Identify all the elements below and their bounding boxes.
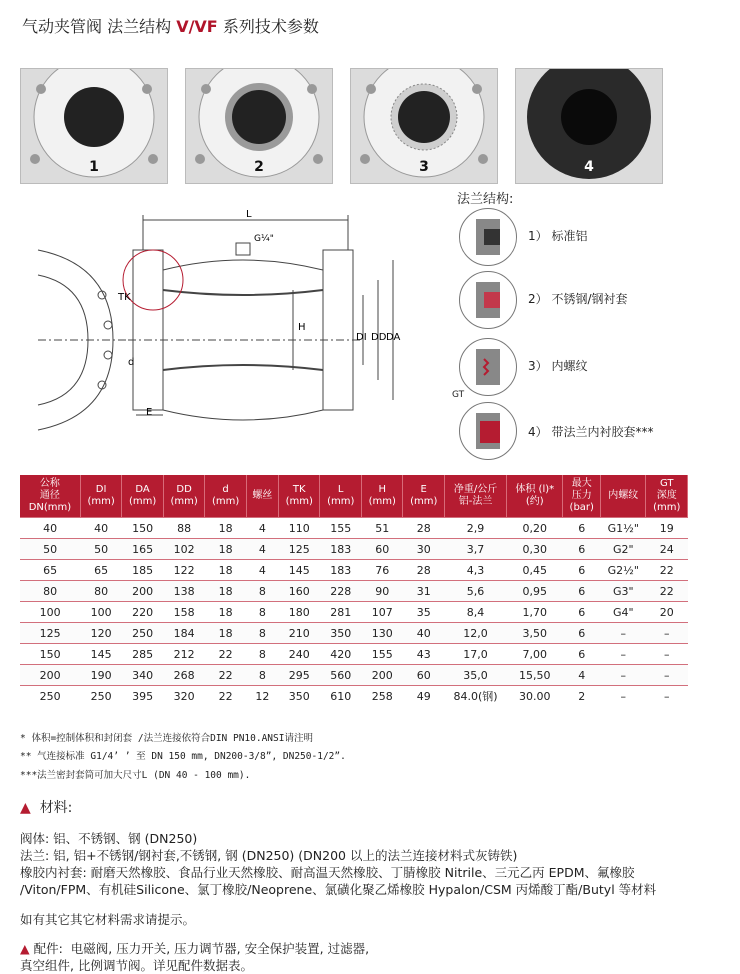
table-cell: G2" [601,539,646,560]
column-header: DA (mm) [122,475,164,518]
table-cell: 51 [361,518,403,539]
flange-photo-1 [20,68,168,184]
photo-number: 2 [254,159,264,175]
table-cell: G4" [601,602,646,623]
table-cell: 155 [320,518,362,539]
table-cell: 3,7 [444,539,506,560]
table-cell: 120 [80,623,122,644]
materials-contact: 如有其它其它材料需求请提示。 [20,912,196,927]
materials-flange: 法兰: 铝, 铝+不锈钢/钢衬套,不锈钢, 钢 (DN250) (DN200 以上的法兰连接材料式灰铸铁) [20,848,518,863]
table-cell: 40 [403,623,445,644]
table-cell: 155 [361,644,403,665]
table-cell: 28 [403,518,445,539]
table-cell: 100 [20,602,80,623]
table-cell: 1,70 [507,602,563,623]
table-cell: 60 [403,665,445,686]
table-cell: 30 [403,539,445,560]
table-cell: 24 [646,539,688,560]
column-header: 公称 通径 DN(mm) [20,475,80,518]
flange-option-2-image [459,271,517,329]
note-sleeve: ***法兰密封套筒可加大尺寸L (DN 40 - 100 mm). [20,770,251,781]
column-header: H (mm) [361,475,403,518]
table-header-row [20,475,688,518]
table-cell: 295 [278,665,320,686]
table-row [20,665,688,686]
table-cell: 60 [361,539,403,560]
flange-photo-3 [350,68,498,184]
photo-number: 1 [89,159,99,175]
table-cell: 50 [20,539,80,560]
table-cell: 19 [646,518,688,539]
table-cell: 7,00 [507,644,563,665]
table-cell: 102 [163,539,205,560]
dim-TK: TK [118,292,131,303]
materials-heading: ▲ 材料: [20,800,73,816]
note-volume: * 体积=控制体积和封闭套 /法兰连接依符合DIN PN10.ANSI请注明 [20,733,313,744]
table-cell: 6 [563,539,601,560]
table-cell: 22 [646,581,688,602]
table-cell: 4 [246,518,278,539]
table-cell: 76 [361,560,403,581]
table-cell: 165 [122,539,164,560]
table-cell: – [646,665,688,686]
table-cell: 110 [278,518,320,539]
dim-L: L [246,209,252,220]
table-cell: 150 [122,518,164,539]
flange-photo-4 [515,68,663,184]
table-cell: – [646,644,688,665]
flange-option-3-image [459,338,517,396]
table-cell: 6 [563,602,601,623]
dim-DI: DI [356,332,367,343]
table-cell: 420 [320,644,362,665]
table-cell: 20 [646,602,688,623]
flange-option-4-image [459,402,517,460]
table-cell: 43 [403,644,445,665]
table-cell: 0,30 [507,539,563,560]
dim-DD: DD [371,332,387,343]
column-header: L (mm) [320,475,362,518]
table-cell: 122 [163,560,205,581]
table-cell: 35 [403,602,445,623]
flange-option-4: 4） 带法兰内衬胶套*** [528,425,654,439]
table-cell: 4 [246,560,278,581]
table-cell: 31 [403,581,445,602]
table-body [20,518,688,707]
table-cell: 250 [20,686,80,707]
table-cell: 250 [122,623,164,644]
table-cell: 8,4 [444,602,506,623]
dim-d: d [128,357,135,368]
table-cell: 138 [163,581,205,602]
table-cell: 250 [80,686,122,707]
table-cell: 49 [403,686,445,707]
table-cell: 228 [320,581,362,602]
dim-E: E [146,407,153,418]
table-cell: 150 [20,644,80,665]
flange-structure-heading: 法兰结构: [457,192,514,207]
table-cell: 210 [278,623,320,644]
page-title: 气动夹管阀 法兰结构 V/VF 系列技术参数 [22,17,319,36]
table-row [20,539,688,560]
photo-number: 4 [584,159,594,175]
table-row [20,686,688,707]
table-cell: 90 [361,581,403,602]
table-cell: 184 [163,623,205,644]
table-cell: 8 [246,602,278,623]
triangle-icon: ▲ [20,941,30,956]
table-cell: – [601,623,646,644]
table-cell: 0,45 [507,560,563,581]
table-row [20,644,688,665]
table-cell: 30.00 [507,686,563,707]
column-header: TK (mm) [278,475,320,518]
flange-option-1: 1） 标准铝 [528,229,588,243]
table-cell: G2½" [601,560,646,581]
table-cell: 183 [320,560,362,581]
column-header: 螺丝 [246,475,278,518]
table-row [20,602,688,623]
table-cell: 4 [563,665,601,686]
table-cell: 22 [205,686,247,707]
table-row [20,560,688,581]
table-cell: 560 [320,665,362,686]
table-cell: 18 [205,560,247,581]
table-cell: 3,50 [507,623,563,644]
table-cell: 281 [320,602,362,623]
table-cell: 22 [646,560,688,581]
table-cell: 145 [80,644,122,665]
flange-option-3: 3） 内螺纹 [528,359,588,373]
table-cell: 8 [246,581,278,602]
table-cell: 5,6 [444,581,506,602]
table-cell: 12 [246,686,278,707]
table-cell: G3" [601,581,646,602]
table-cell: 22 [205,644,247,665]
table-cell: 240 [278,644,320,665]
dim-DA: DA [386,332,401,343]
spec-table [20,475,688,706]
dim-H: H [298,322,306,333]
materials-lining: 橡胶内衬套: 耐磨天然橡胶、食品行业天然橡胶、耐高温天然橡胶、丁腈橡胶 Nitrile、三元乙丙 EPDM、氟橡胶 [20,865,635,880]
table-cell: 8 [246,623,278,644]
table-row [20,623,688,644]
table-cell: 88 [163,518,205,539]
table-cell: 395 [122,686,164,707]
table-cell: 50 [80,539,122,560]
table-cell: 320 [163,686,205,707]
table-cell: 35,0 [444,665,506,686]
table-cell: 12,0 [444,623,506,644]
table-cell: 2,9 [444,518,506,539]
dim-G: G¼" [254,234,274,244]
table-cell: 2 [563,686,601,707]
photo-number: 3 [419,159,429,175]
table-cell: 4,3 [444,560,506,581]
table-cell: 350 [278,686,320,707]
table-cell: 0,20 [507,518,563,539]
table-cell: 200 [361,665,403,686]
flange-option-2: 2） 不锈钢/钢衬套 [528,292,628,306]
table-cell: 100 [80,602,122,623]
table-cell: 6 [563,623,601,644]
table-cell: – [646,686,688,707]
column-header: GT 深度 (mm) [646,475,688,518]
materials-lining-cont: /Viton/FPM、有机硅Silicone、氯丁橡胶/Neoprene、氯磺化聚乙烯橡胶 Hypalon/CSM 丙烯酸丁酯/Butyl 等材料 [20,882,657,897]
table-cell: 8 [246,644,278,665]
table-cell: 17,0 [444,644,506,665]
table-cell: 0,95 [507,581,563,602]
table-cell: 158 [163,602,205,623]
flange-option-1-image [459,208,517,266]
table-cell: 160 [278,581,320,602]
accessories-line: ▲ 配件: 电磁阀, 压力开关, 压力调节器, 安全保护装置, 过滤器, [20,941,370,956]
table-cell: 6 [563,644,601,665]
table-cell: 18 [205,518,247,539]
table-cell: 4 [246,539,278,560]
table-cell: – [601,686,646,707]
table-cell: 65 [20,560,80,581]
note-air-connection: ** 气连接标准 G1/4’ ’ 至 DN 150 mm, DN200-3/8”, DN250-1/2”. [20,751,346,762]
table-cell: 15,50 [507,665,563,686]
table-cell: 8 [246,665,278,686]
table-cell: 107 [361,602,403,623]
table-cell: 125 [278,539,320,560]
table-cell: 18 [205,581,247,602]
table-cell: 130 [361,623,403,644]
model-code: V/VF [176,17,218,36]
table-cell: 185 [122,560,164,581]
column-header: E (mm) [403,475,445,518]
table-cell: 200 [20,665,80,686]
table-cell: 28 [403,560,445,581]
triangle-icon: ▲ [20,800,31,816]
column-header: 净重/公斤 铝-法兰 [444,475,506,518]
column-header: 体积 (l)* (约) [507,475,563,518]
table-cell: 80 [20,581,80,602]
column-header: d (mm) [205,475,247,518]
table-cell: 84.0(钢) [444,686,506,707]
table-cell: 268 [163,665,205,686]
table-cell: 180 [278,602,320,623]
table-cell: 200 [122,581,164,602]
table-cell: 18 [205,623,247,644]
technical-drawing [18,205,438,475]
table-cell: 80 [80,581,122,602]
table-cell: – [646,623,688,644]
table-cell: G1½" [601,518,646,539]
table-cell: 350 [320,623,362,644]
table-cell: 6 [563,560,601,581]
materials-body: 阀体: 铝、不锈钢、钢 (DN250) [20,831,198,846]
accessories-line-2: 真空组件, 比例调节阀。详见配件数据表。 [20,958,253,973]
column-header: 最大 压力 (bar) [563,475,601,518]
table-cell: 40 [80,518,122,539]
table-cell: 340 [122,665,164,686]
table-cell: 40 [20,518,80,539]
table-cell: – [601,665,646,686]
table-row [20,581,688,602]
table-cell: 212 [163,644,205,665]
table-cell: 145 [278,560,320,581]
dim-GT: GT [452,390,465,400]
table-cell: 65 [80,560,122,581]
column-header: DI (mm) [80,475,122,518]
column-header: 内螺纹 [601,475,646,518]
table-row [20,518,688,539]
column-header: DD (mm) [163,475,205,518]
table-cell: 6 [563,518,601,539]
table-cell: 285 [122,644,164,665]
table-cell: 220 [122,602,164,623]
table-cell: 125 [20,623,80,644]
table-cell: 18 [205,602,247,623]
table-cell: 22 [205,665,247,686]
table-cell: 183 [320,539,362,560]
flange-photo-2 [185,68,333,184]
table-cell: 610 [320,686,362,707]
table-cell: 18 [205,539,247,560]
table-cell: – [601,644,646,665]
table-cell: 6 [563,581,601,602]
table-cell: 190 [80,665,122,686]
table-cell: 258 [361,686,403,707]
